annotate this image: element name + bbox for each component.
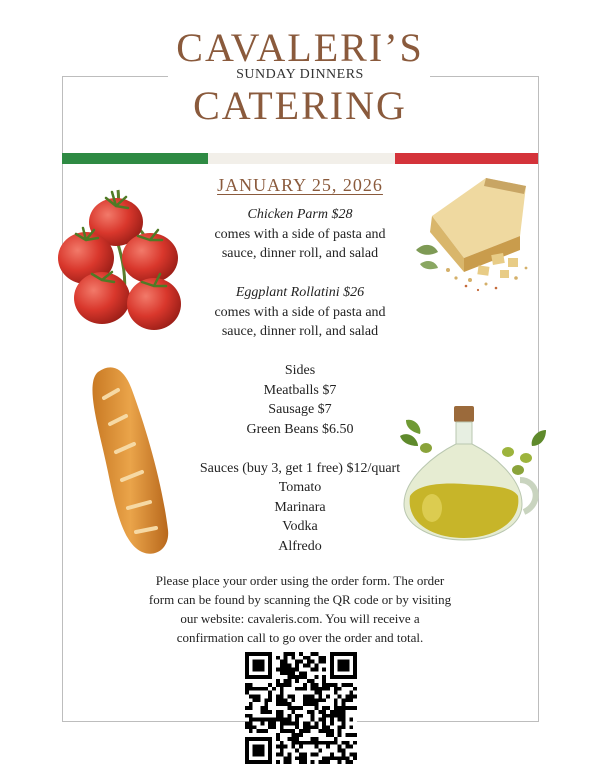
entree-description: comes with a side of pasta and	[214, 304, 386, 320]
flag-stripe-white	[208, 153, 395, 164]
order-instructions	[120, 571, 480, 647]
instruction-line: our website: cavaleris.com. You will receive a	[180, 611, 420, 626]
baguette-illustration	[80, 362, 176, 558]
entree-name: Eggplant Rollatini $26	[235, 285, 365, 300]
entree-description: comes with a side of pasta and	[214, 226, 386, 242]
sauce-item: Vodka	[282, 519, 318, 534]
business-name-line1: CAVALERI’S	[176, 25, 424, 70]
menu-date: JANUARY 25, 2026	[217, 175, 383, 195]
border-left	[62, 76, 63, 722]
entree-description: sauce, dinner roll, and salad	[221, 246, 379, 261]
sauce-item: Alfredo	[278, 538, 322, 554]
side-item: Green Beans $6.50	[246, 421, 354, 437]
instruction-line: form can be found by scanning the QR code or by visiting	[148, 592, 452, 607]
sauces-heading: Sauces (buy 3, get 1 free) $12/quart	[199, 460, 401, 476]
business-name-line2: CATERING	[193, 83, 407, 128]
sauce-item: Marinara	[274, 499, 326, 515]
subtitle: SUNDAY DINNERS	[236, 67, 364, 82]
side-item: Sausage $7	[268, 402, 332, 417]
instruction-line: Please place your order using the order form. The order	[155, 573, 445, 588]
entree-name: Chicken Parm $28	[247, 207, 353, 222]
qr-code[interactable]	[245, 652, 357, 764]
sides-heading: Sides	[284, 363, 316, 378]
flag-stripe-red	[395, 153, 538, 164]
entree-description: sauce, dinner roll, and salad	[221, 324, 379, 339]
flag-stripe-green	[62, 153, 208, 164]
instruction-line: confirmation call to go over the order and total.	[176, 630, 424, 645]
side-item: Meatballs $7	[263, 382, 337, 398]
olive-oil-bottle-illustration	[396, 400, 552, 546]
parmesan-cheese-illustration	[408, 172, 540, 298]
sauce-item: Tomato	[278, 480, 322, 495]
tomato-vine-illustration	[54, 184, 186, 334]
